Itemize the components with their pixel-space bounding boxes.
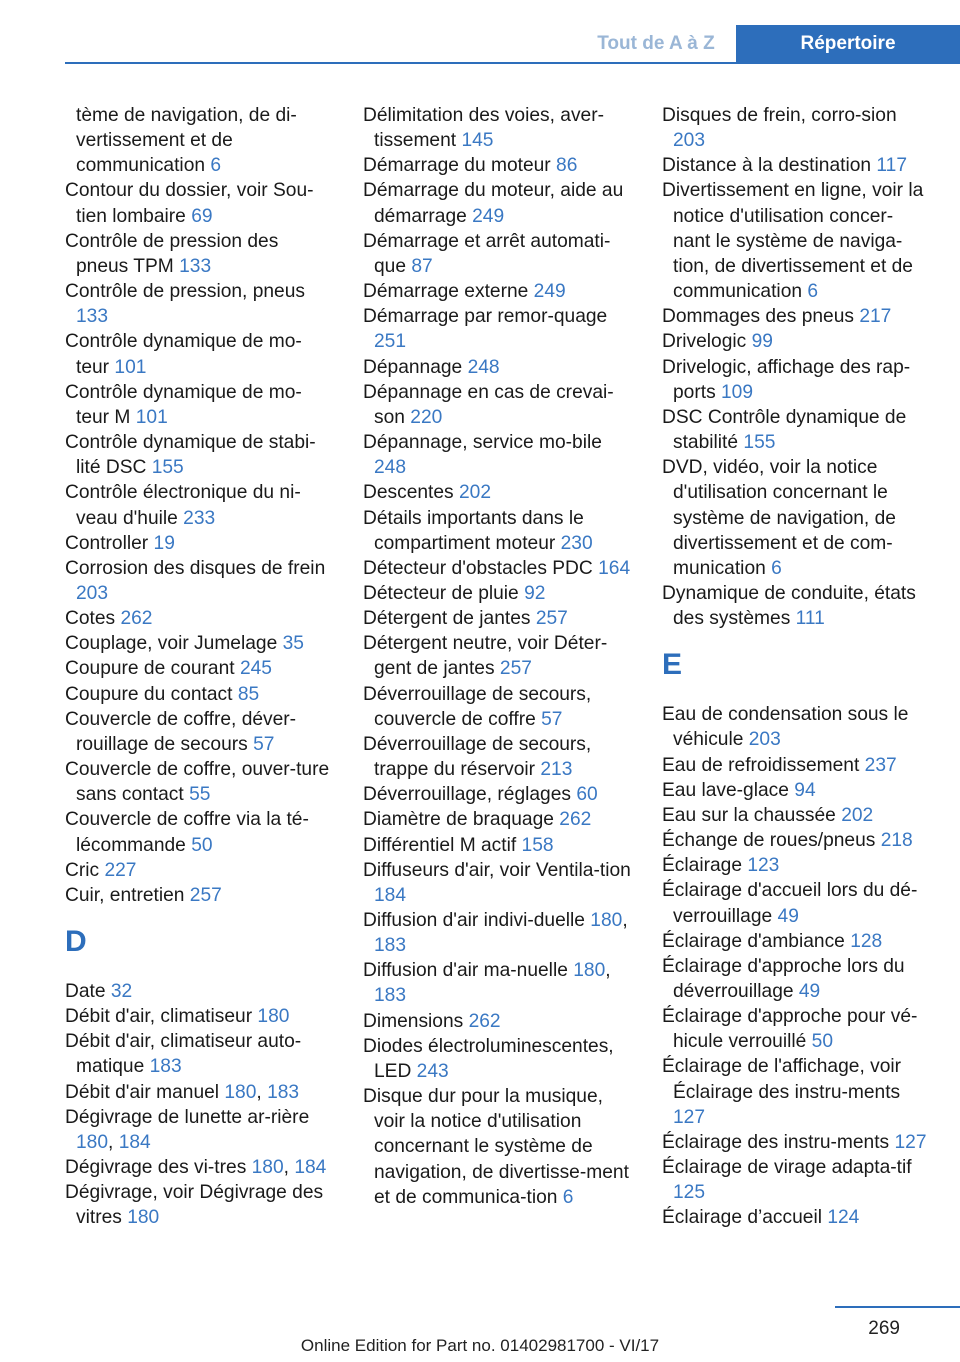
index-term: Éclairage de virage adapta-tif [662, 1157, 912, 1179]
index-entry [363, 1084, 631, 1210]
index-entry [662, 929, 930, 954]
index-entry [363, 782, 631, 807]
index-term: Éclairage d'approche lors du déverrouillage [662, 955, 905, 1002]
index-term: Contour du dossier, voir Sou-tien lombaire [65, 180, 314, 227]
index-entry [363, 682, 631, 732]
index-entry [363, 279, 631, 304]
page-link[interactable]: 49 [777, 905, 799, 927]
index-term: Cuir, entretien [65, 884, 185, 906]
index-entry [65, 979, 333, 1004]
page-link[interactable]: 249 [472, 205, 505, 227]
index-term: Diffusion d'air indivi-duelle [363, 910, 585, 931]
index-term: Détails importants dans le compartiment moteur [363, 507, 584, 554]
page-number: 269 [868, 1318, 900, 1339]
page-link[interactable]: 257 [189, 884, 222, 906]
index-term: Dégivrage des vi-tres [65, 1157, 247, 1179]
page-link[interactable]: 109 [721, 381, 754, 403]
index-term: Eau lave-glace [662, 779, 789, 801]
index-term: Délimitation des voies, aver-tissement [363, 105, 605, 152]
index-entry [363, 430, 631, 480]
page-link[interactable]: 180 [251, 1157, 284, 1179]
index-entry [363, 631, 631, 681]
page-link[interactable]: 180 [573, 960, 606, 982]
page-link[interactable]: 133 [179, 255, 212, 277]
section-letter: D [65, 925, 87, 958]
page-link[interactable]: 127 [894, 1131, 927, 1153]
page-link[interactable]: 243 [416, 1060, 449, 1082]
index-term: DVD, vidéo, voir la notice d'utilisation concernant le système de navigation, de divertissement et de com-munication [662, 457, 896, 579]
page-link[interactable]: 202 [459, 482, 492, 504]
page-link[interactable]: 50 [811, 1031, 833, 1053]
page-link[interactable]: 248 [374, 457, 407, 479]
page-link[interactable]: 99 [751, 331, 773, 353]
index-term: Eau de refroidissement [662, 754, 860, 776]
page-link[interactable]: 184 [374, 884, 407, 906]
index-term: Débit d'air, climatiseur [65, 1006, 253, 1028]
index-entry [662, 702, 930, 752]
index-entry [662, 753, 930, 778]
page-link[interactable]: 183 [374, 985, 407, 1007]
index-entry [65, 229, 333, 279]
index-term: Contrôle de pression, pneus [65, 281, 305, 303]
index-entry [662, 778, 930, 803]
index-entry [65, 757, 333, 807]
index-entry: Diffusion d'air ma-nuelle 180, 183 [363, 960, 611, 1007]
index-term: tème de navigation, de di-vertissement et de communication [76, 105, 297, 177]
page-link[interactable]: 180 [590, 910, 623, 931]
page-link[interactable]: 217 [859, 306, 892, 328]
footer-rule [835, 1306, 960, 1308]
index-entry [363, 807, 631, 832]
index-entry [65, 707, 333, 757]
index-entry [662, 581, 930, 631]
page-link[interactable]: 57 [253, 733, 275, 755]
index-entry [662, 153, 930, 178]
index-entry [65, 606, 333, 631]
index-term: Déverrouillage de secours, trappe du réservoir [363, 733, 592, 781]
index-entry [65, 656, 333, 681]
page-link[interactable]: 111 [795, 608, 825, 630]
header-rule [65, 62, 960, 64]
page-link[interactable]: 6 [562, 1186, 574, 1208]
index-term: Déverrouillage, réglages [363, 784, 571, 806]
page-link[interactable]: 60 [576, 784, 598, 806]
index-term: Couvercle de coffre via la té-lécommande [65, 809, 309, 856]
edition-footer: Online Edition for Part no. 01402981700 - VI/17 [300, 1336, 660, 1355]
index-entry [363, 229, 631, 279]
index-entry [662, 1054, 930, 1129]
tab-index[interactable]: Répertoire [736, 25, 960, 62]
page-link[interactable]: 19 [153, 532, 175, 554]
index-entry [363, 858, 631, 908]
index-term: Éclairage des instru-ments [662, 1131, 890, 1153]
page-link[interactable]: 127 [673, 1106, 706, 1128]
index-term: DSC Contrôle dynamique de stabilité [662, 406, 907, 454]
page-link[interactable]: 262 [120, 608, 153, 630]
index-entry [662, 828, 930, 853]
index-term: Débit d'air, climatiseur auto-matique [65, 1031, 302, 1078]
index-term: Éclairage d'approche pour vé-hicule verrouillé [662, 1006, 918, 1053]
index-entry [662, 178, 930, 304]
page-link[interactable]: 86 [556, 155, 578, 177]
page-link[interactable]: 145 [461, 130, 494, 152]
page-link[interactable]: 6 [771, 557, 782, 579]
page-link[interactable]: 183 [149, 1056, 182, 1078]
index-entry [65, 682, 333, 707]
page-link[interactable]: 257 [535, 608, 568, 630]
index-entry [363, 606, 631, 631]
page-link[interactable]: 257 [499, 658, 532, 680]
section-letter: E [662, 648, 683, 682]
index-term: Coupure du contact [65, 683, 233, 705]
index-term: Diffuseurs d'air, voir Ventila-tion [363, 859, 631, 881]
page-link[interactable]: 262 [468, 1010, 501, 1032]
page-link[interactable]: 245 [239, 658, 272, 680]
page-link[interactable]: 202 [841, 804, 874, 826]
index-term: Dynamique de conduite, états des systèmes [662, 582, 916, 630]
index-entry [65, 1004, 333, 1029]
page-link[interactable]: 155 [151, 457, 184, 479]
index-term: Débit d'air manuel [65, 1081, 220, 1103]
index-entry [65, 430, 333, 480]
index-entry [363, 480, 631, 505]
page-link[interactable]: 87 [411, 255, 433, 277]
index-term: Contrôle dynamique de stabi-lité DSC [65, 432, 316, 479]
index-term: Détergent neutre, voir Déter-gent de jantes [363, 633, 608, 680]
index-entry: Diffusion d'air indivi-duelle 180, 183 [363, 910, 628, 957]
index-term: Éclairage d’accueil [662, 1207, 822, 1229]
index-entry [363, 506, 631, 556]
index-term: Différentiel M actif [363, 834, 517, 856]
index-entry [363, 1034, 631, 1084]
index-entry [662, 329, 930, 354]
index-term: Contrôle de pression des pneus TPM [65, 230, 279, 277]
index-entry [65, 329, 333, 379]
index-term: Diamètre de braquage [363, 809, 554, 831]
index-entry [662, 103, 930, 153]
index-term: Descentes [363, 482, 454, 504]
index-entry [363, 833, 631, 858]
index-entry [662, 455, 930, 581]
page-link[interactable]: 92 [524, 582, 546, 604]
index-term: Coupure de courant [65, 658, 235, 680]
page-link[interactable]: 124 [827, 1207, 860, 1229]
page-link[interactable]: 248 [467, 356, 500, 378]
index-term: Détecteur de pluie [363, 582, 519, 604]
index-term: Contrôle électronique du ni-veau d'huile [65, 482, 301, 529]
index-term: Cotes [65, 608, 116, 630]
index-term: Date [65, 981, 106, 1002]
index-entry [662, 405, 930, 455]
index-entry [65, 556, 333, 606]
index-entry [65, 480, 333, 530]
index-entry [662, 1205, 930, 1230]
page-link[interactable]: 133 [76, 306, 109, 328]
page-link[interactable]: 35 [282, 633, 304, 655]
page-link[interactable]: 158 [521, 834, 554, 856]
index-term: Dépannage en cas de crevai-son [363, 381, 614, 428]
index-entry [65, 531, 333, 556]
index-entry [65, 103, 333, 178]
index-entry: Dégivrage de lunette ar-rière 180, 184 [65, 1106, 310, 1153]
index-term: Eau de condensation sous le véhicule [662, 704, 909, 751]
page-link[interactable]: 55 [189, 784, 211, 806]
index-entry [662, 954, 930, 1004]
page-link[interactable]: 180 [127, 1207, 160, 1229]
index-entry [363, 732, 631, 782]
index-term: Drivelogic, affichage des rap-ports [662, 356, 911, 403]
page-link[interactable]: 203 [748, 729, 781, 751]
page-link[interactable]: 50 [191, 834, 213, 856]
index-term: Controller [65, 532, 149, 554]
index-entry [662, 1130, 930, 1155]
index-entry [65, 1180, 333, 1230]
page-link[interactable]: 249 [533, 281, 566, 303]
index-term: Éclairage d'accueil lors du dé-verrouillage [662, 880, 918, 927]
index-entry [65, 178, 333, 228]
index-term: Dépannage [363, 356, 463, 378]
page-link[interactable]: 262 [559, 809, 592, 831]
page-link[interactable]: 123 [747, 855, 780, 877]
page-link[interactable]: 203 [673, 130, 706, 152]
index-entry [65, 858, 333, 883]
page-link[interactable]: 183 [267, 1081, 300, 1103]
index-term: Éclairage de l'affichage, voir Éclairage des instru-ments [662, 1056, 902, 1103]
index-entry [662, 355, 930, 405]
index-entry [662, 803, 930, 828]
index-entry [65, 807, 333, 857]
index-entry [662, 304, 930, 329]
index-entry [363, 581, 631, 606]
page-link[interactable]: 218 [880, 830, 913, 852]
index-term: Dégivrage, voir Dégivrage des vitres [65, 1182, 324, 1229]
page-link[interactable]: 220 [410, 406, 443, 428]
index-term: Cric [65, 859, 100, 881]
page-link[interactable]: 128 [850, 930, 883, 952]
index-entry: Débit d'air manuel 180, 183 [65, 1081, 300, 1103]
page-link[interactable]: 184 [118, 1131, 151, 1153]
index-term: Distance à la destination [662, 155, 872, 177]
page-link[interactable]: 233 [183, 507, 216, 529]
index-column-2 [363, 103, 631, 1210]
page-link[interactable]: 213 [540, 759, 573, 781]
index-term: Démarrage par remor-quage [363, 306, 608, 328]
index-term: Éclairage [662, 855, 742, 877]
index-term: Couvercle de coffre, déver-rouillage de secours [65, 708, 297, 755]
index-term: Contrôle dynamique de mo-teur [65, 331, 302, 378]
index-entry [65, 380, 333, 430]
page-link[interactable]: 117 [876, 155, 907, 177]
page-link[interactable]: 85 [237, 683, 260, 705]
index-entry [662, 1155, 930, 1205]
index-term: Éclairage d'ambiance [662, 930, 845, 952]
page-link[interactable]: 155 [743, 432, 776, 454]
index-term: Détergent de jantes [363, 608, 531, 630]
index-term: Couplage, voir Jumelage [65, 633, 278, 655]
index-term: Dégivrage de lunette ar-rière [65, 1106, 310, 1128]
page-link[interactable]: 230 [560, 532, 593, 554]
index-term: Démarrage et arrêt automati-que [363, 230, 611, 277]
page-link[interactable]: 57 [541, 708, 563, 730]
index-term: Disque dur pour la musique, voir la notice d'utilisation concernant le système de navigation, de divertisse-ment et de communica-tion [363, 1086, 629, 1208]
page-link[interactable]: 251 [374, 331, 407, 353]
page-link[interactable]: 6 [210, 155, 222, 177]
page-link[interactable]: 183 [374, 935, 407, 957]
page-link[interactable]: 184 [294, 1157, 327, 1179]
page-link[interactable]: 164 [598, 557, 631, 579]
index-term: Diodes électroluminescentes, LED [363, 1035, 614, 1082]
index-term: Démarrage du moteur, aide au démarrage [363, 180, 624, 227]
index-entry [363, 103, 631, 153]
page-link[interactable]: 180 [76, 1131, 109, 1153]
page-link[interactable]: 49 [798, 981, 821, 1002]
page-link[interactable]: 227 [104, 859, 137, 881]
page-link[interactable]: 125 [673, 1182, 706, 1204]
index-entry [363, 556, 631, 581]
index-term: Disques de frein, corro-sion [662, 105, 897, 126]
page-link[interactable]: 180 [257, 1006, 290, 1028]
tab-a-to-z[interactable]: Tout de A à Z [578, 25, 734, 62]
index-entry [363, 355, 631, 380]
index-entry [65, 279, 333, 329]
index-entry [662, 1004, 930, 1054]
page-header [0, 0, 960, 64]
page-link[interactable]: 69 [191, 205, 213, 227]
page-link[interactable]: 6 [807, 281, 819, 303]
page-link[interactable]: 101 [114, 356, 147, 378]
index-term: Déverrouillage de secours, couvercle de coffre [363, 683, 592, 730]
index-column-3 [662, 103, 930, 1231]
page-link[interactable]: 237 [864, 754, 897, 776]
index-entry [363, 178, 631, 228]
index-entry [662, 878, 930, 928]
index-term: Couvercle de coffre, ouver-ture sans contact [65, 759, 330, 806]
index-entry [363, 153, 631, 178]
index-term: Diffusion d'air ma-nuelle [363, 960, 568, 982]
index-entry [65, 1029, 333, 1079]
index-term: Corrosion des disques de frein [65, 557, 326, 579]
index-term: Démarrage externe [363, 281, 529, 303]
index-term: Divertissement en ligne, voir la notice d'utilisation concer-nant le système de naviga-tion, de divertissement et de communication [662, 180, 924, 303]
index-term: Détecteur d'obstacles PDC [363, 557, 593, 579]
index-column-1 [65, 103, 333, 1231]
index-entry [65, 631, 333, 656]
index-term: Échange de roues/pneus [662, 830, 876, 852]
page-link[interactable]: 180 [224, 1081, 257, 1103]
index-entry [363, 304, 631, 354]
index-entry [65, 883, 333, 908]
page-link[interactable]: 101 [135, 406, 168, 428]
index-entry: Dégivrage des vi-tres 180, 184 [65, 1157, 327, 1179]
page-link[interactable]: 203 [76, 582, 109, 604]
index-term: Démarrage du moteur [363, 155, 551, 177]
index-term: Dommages des pneus [662, 306, 854, 328]
index-term: Contrôle dynamique de mo-teur M [65, 381, 302, 428]
index-term: Drivelogic [662, 331, 747, 353]
index-term: Eau sur la chaussée [662, 804, 836, 826]
page-link[interactable]: 94 [794, 779, 816, 801]
index-entry [363, 1009, 631, 1034]
index-term: Dimensions [363, 1010, 464, 1032]
page-link[interactable]: 32 [110, 981, 133, 1002]
index-term: Dépannage, service mo-bile [363, 432, 602, 454]
index-entry [363, 380, 631, 430]
index-entry [662, 853, 930, 878]
